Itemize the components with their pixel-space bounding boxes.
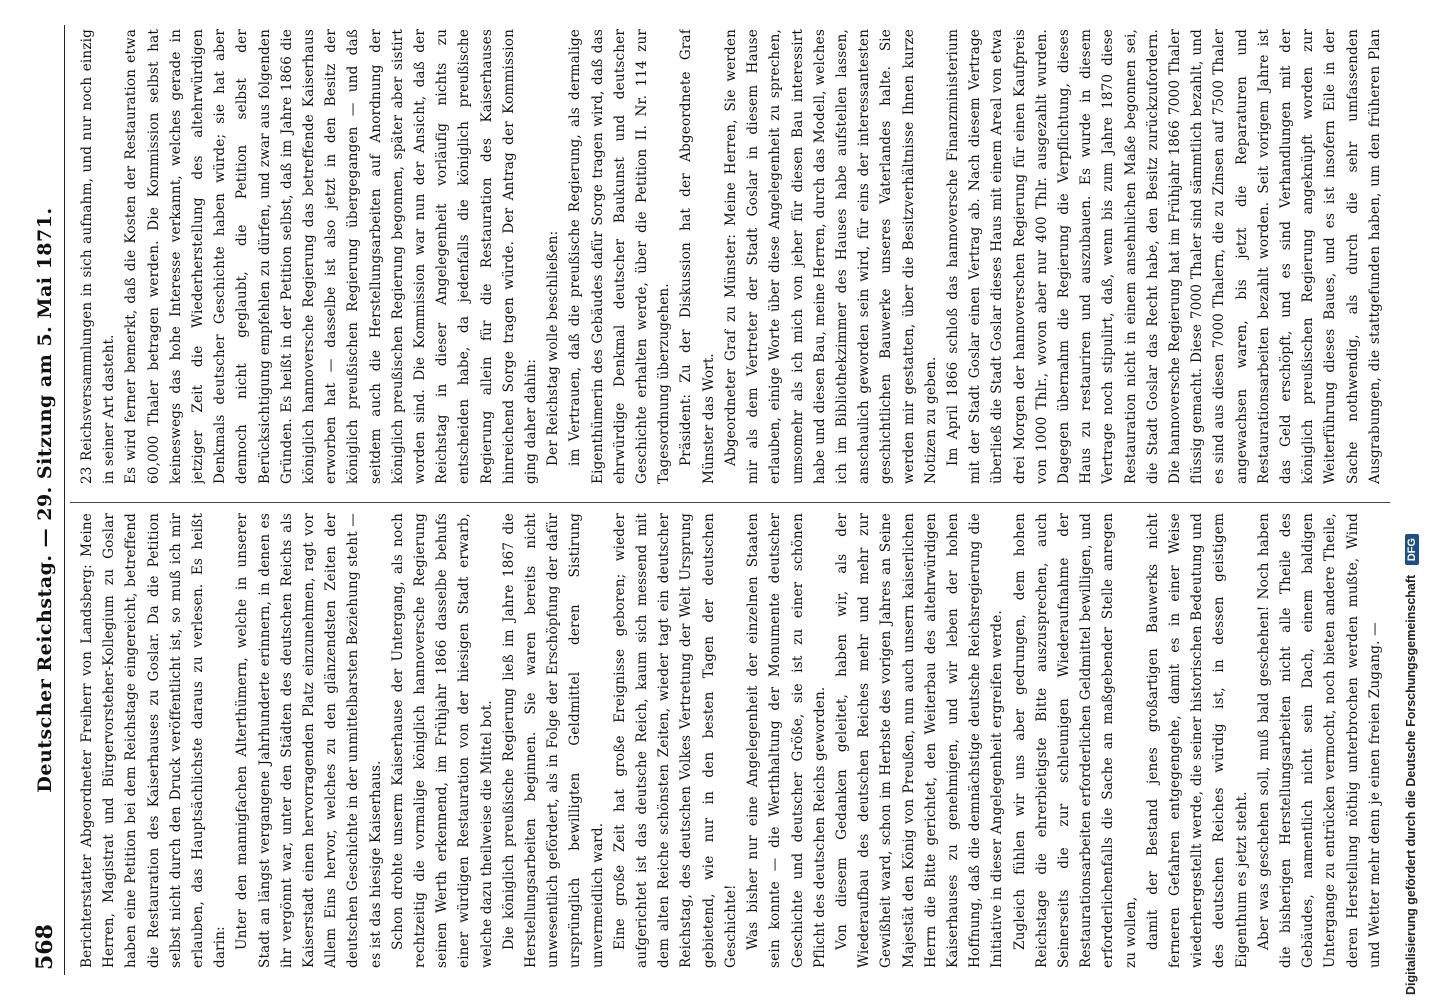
column-separator: [70, 502, 1390, 503]
dfg-logo: DFG: [1405, 534, 1419, 565]
left-column: [76, 513, 1386, 968]
paragraph: Es wird ferner bemerkt, daß die Kosten der Restauration etwa 60,000 Thaler betragen werden. Die Kommission selbst hat keineswegs das hohe Interesse verkannt, welches gerade in jetziger Zeit die Wiederherstellung des altehrwürdigen Denkmals deutscher Geschichte haben würde; sie hat aber dennoch nicht geglaubt, die Petition selbst der Berücksichtigung empfehlen zu dürfen, und zwar aus folgenden Gründen. Es heißt in der Petition selbst, daß im Jahre 1866 die königlich hannoversche Regierung das betreffende Kaiserhaus erworben hat — dasselbe ist also jetzt in den Besitz der königlich preußischen Regierung übergegangen — und daß seitdem auch die Herstellungsarbeiten auf Anordnung der königlich preußischen Regierung begonnen, später aber sistirt worden sind. Die Kommission war nun der Ansicht, daß der Reichstag in dieser Angelegenheit vorläufig nichts zu entscheiden habe, da jedenfalls die königlich preußische Regierung allein für die Restauration des Kaiserhauses hinreichend Sorge tragen würde. Der Antrag der Kommission ging daher dahin:: [123, 29, 540, 484]
paragraph: Der Reichstag wolle beschließen:: [545, 230, 562, 466]
paragraph: Was bisher nur eine Angelegenheit der einzelnen Staaten sein konnte — die Werthhaltung der Monumente deutscher Geschichte und deutscher Größe, sie ist zu einer schönen Pflicht des deutschen Reichs geworden.: [745, 513, 828, 968]
paragraph: im Vertrauen, daß die preußische Regierung, als dermalige Eigenthümerin des Gebäudes dafür Sorge tragen wird, daß das ehrwürdige Denkmal deutscher Baukunst und deutscher Geschichte erhalten werde, über die Petition II. Nr. 114 zur Tagesordnung überzugehen.: [567, 29, 673, 484]
header-rule: [64, 25, 65, 975]
paragraph: Eine große Zeit hat große Ereignisse geboren; wieder aufgerichtet ist das deutsche Reich, kaum sich messend mit dem alten Reiche schönsten Zeiten, wieder tagt ein deutscher Reichstag, des deutschen Volkes Vertretung der Welt Ursprung gebietend, wie nur in den besten Tagen der deutschen Geschichte!: [611, 513, 739, 968]
paragraph: Die königlich preußische Regierung ließ im Jahre 1867 die Herstellungsarbeiten beginnen. Sie waren bereits nicht unwesentlich gefördert, als in Folge der Erschöpfung der dafür ursprünglich bewilligten Geldmittel deren Sistirung unvermeidlich ward.: [500, 513, 606, 968]
page-header: [32, 0, 62, 1000]
page-number: 568: [32, 924, 58, 970]
paragraph: Zugleich fühlen wir uns aber gedrungen, dem hohen Reichstage die ehrerbietigste Bitte auszusprechen, auch Seinerseits die zur schleunigen Wiederaufnahme der Restaurationsarbeiten erforderlichen Geldmittel bewilligen, und erforderlichenfalls die Sache an maßgebender Stelle anregen zu wollen,: [1011, 513, 1139, 968]
paragraph: Schon drohte unserm Kaiserhause der Untergang, als noch rechtzeitig die vormalige königlich hannoversche Regierung seinen Werth erkennend, im Frühjahr 1866 dasselbe behufs einer würdigen Restauration von der hiesigen Stadt erwarb, welche dazu theilweise die Mittel bot.: [389, 513, 495, 968]
paragraph: Von diesem Gedanken geleitet, haben wir, als der Wiederaufbau des deutschen Reiches mehr und mehr zur Gewißheit ward, schon im Herbste des vorigen Jahres an Seine Majestät den König von Preußen, nun auch unsern kaiserlichen Herrn die Bitte gerichtet, den Weiterbau des altehrwürdigen Kaiserhauses zu genehmigen, und wir leben der hohen Hoffnung, daß die demnächstige deutsche Reichsregierung die Initiative in dieser Angelegenheit ergreifen werde.: [833, 513, 1006, 968]
right-column: [76, 29, 1386, 484]
paragraph: Unter den mannigfachen Alterthümern, welche in unserer Stadt an längst vergangene Jahrhunderte erinnern, in denen es ihr vergönnt war, unter den Städten des deutschen Reichs als Kaiserstadt einen hervorragenden Platz einzunehmen, ragt vor Allem Eins hervor, welches zu den glänzendsten Zeiten der deutschen Geschichte in der unmittelbarsten Beziehung steht — es ist das hiesige Kaiserhaus.: [234, 513, 384, 968]
dfg-credit: [1404, 5, 1426, 995]
paragraph: Berichterstatter Abgeordneter Freiherr von Landsberg: Meine Herren, Magistrat und Bürgervorsteher-Kollegium zu Goslar haben eine Petition bei dem Reichstage eingereicht, betreffend die Restauration des Kaiserhauses zu Goslar. Da die Petition selbst nicht durch den Druck veröffentlicht ist, so muß ich mir erlauben, das Hauptsächlichste daraus zu verlesen. Es heißt darin:: [79, 513, 229, 968]
paragraph: damit der Bestand jenes großartigen Bauwerks nicht ferneren Gefahren entgegengehe, damit es in einer Weise wiederhergestellt werde, die seiner historischen Bedeutung und des deutschen Reiches würdig ist, in dessen geistigem Eigenthum es jetzt steht.: [1144, 513, 1250, 968]
paragraph: Abgeordneter Graf zu Münster: Meine Herren, Sie werden mir als dem Vertreter der Stadt Goslar in diesem Hause erlauben, einige Worte über diese Angelegenheit zu sprechen, umsomehr als ich mich von jeher für diesen Bau interessirt habe und diesen Bau, meine Herren, durch das Modell, welches ich im Bibliothekzimmer des Hauses habe aufstellen lassen, anschaulich geworden sein wird, für eins der interessantesten geschichtlichen Bauwerke unseres Vaterlandes halte. Sie werden mir gestatten, über die Besitzverhältnisse Ihnen kurze Notizen zu geben.: [722, 29, 939, 484]
dfg-credit-text: Digitalisierung gefördert durch die Deutsche Forschungsgemeinschaft: [1404, 574, 1418, 995]
page-title: Deutscher Reichstag. — 29. Sitzung am 5. Mai 1871.: [34, 207, 56, 793]
paragraph: Präsident: Zu der Diskussion hat der Abgeordnete Graf Münster das Wort.: [678, 29, 717, 484]
paragraph: Im April 1866 schloß das hannoversche Finanzministerium mit der Stadt Goslar einen Vertrag ab. Nach diesem Vertrage überließ die Stadt Goslar dieses Haus mit einem Areal von etwa drei Morgen der hannoverschen Regierung für einen Kaufpreis von 1000 Thlr., wovon aber nur 400 Thlr. ausgezahlt wurden. Dagegen übernahm die Regierung die Verpflichtung, dieses Haus zu restauriren und auszubauen. Es wurde in diesem Vertrage noch stipulirt, daß, wenn bis zum Jahre 1870 diese Restauration nicht in einem ansehnlichen Maße begonnen sei, die Stadt Goslar das Recht habe, den Besitz zurückzufordern. Die hannoversche Regierung hat im Frühjahr 1866 7000 Thaler flüssig gemacht. Diese 7000 Thaler sind sämmtlich bezahlt, und es sind aus diesen 7000 Thalern, die zu Zinsen auf 7500 Thaler angewachsen waren, bis jetzt die Reparaturen und Restaurationsarbeiten bezahlt worden. Seit vorigem Jahre ist das Geld erschöpft, und es sind Verhandlungen mit der königlich preußischen Regierung angeknüpft worden zur Weiterführung dieses Baues, und es ist insofern Eile in der Sache nothwendig, als durch die sehr umfassenden Ausgrabungen, die stattgefunden haben, um den früheren Plan: [944, 29, 1383, 484]
paragraph: Aber was geschehen soll, muß bald geschehen! Noch haben die bisherigen Herstellungsarbeiten nicht alle Theile des Gebäudes, namentlich nicht sein Dach, einem baldigen Untergange zu entrücken vermocht, noch bieten andere Theile, deren Herstellung nöthig unterbrochen werden mußte, Wind und Wetter mehr denn je einen freien Zugang. —: [1255, 513, 1383, 968]
paragraph: 23 Reichsversammlungen in sich aufnahm, und nur noch einzig in seiner Art dasteht.: [79, 29, 118, 484]
